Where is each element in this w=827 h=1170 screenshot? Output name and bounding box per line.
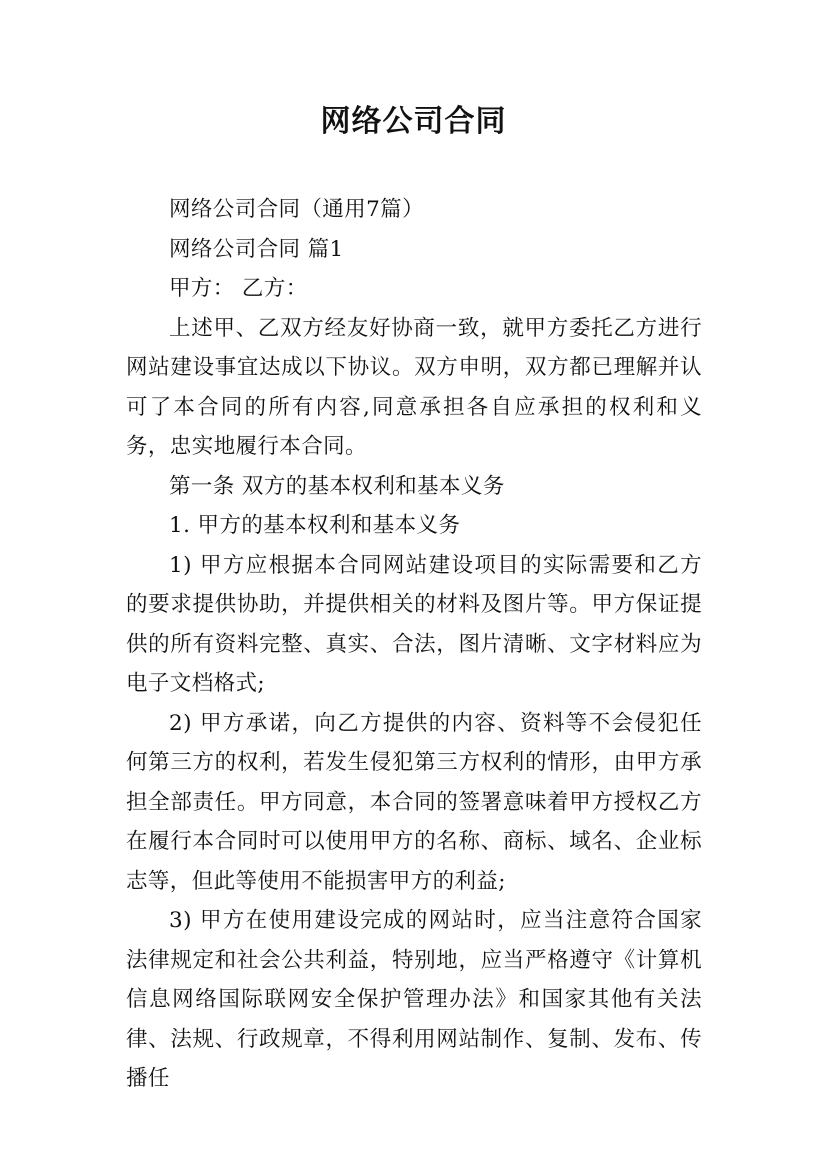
paragraph-party-a-heading: 1. 甲方的基本权利和基本义务 xyxy=(169,513,461,538)
paragraph-clause-2: 2) 甲方承诺，向乙方提供的内容、资料等不会侵犯任何第三方的权利，若发生侵犯第三方权利的情形，由甲方承担全部责任。甲方同意，本合同的签署意味着甲方授权乙方在履行本合同时可以使用甲方的名称、商标、域名、企业标志等，但此等使用不能损害甲方的利益; xyxy=(126,710,702,894)
paragraph-clause-3: 3) 甲方在使用建设完成的网站时，应当注意符合国家法律规定和社会公共利益，特别地，应当严格遵守《计算机信息网络国际联网安全保护管理办法》和国家其他有关法律、法规、行政规章，不得利用网站制作、复制、发布、传播任 xyxy=(126,908,702,1091)
paragraph-section-heading: 网络公司合同 篇1 xyxy=(169,236,344,262)
paragraph-parties: 甲方： 乙方： xyxy=(169,276,308,301)
paragraph-clause-1: 1) 甲方应根据本合同网站建设项目的实际需要和乙方的要求提供协助，并提供相关的材料及图片等。甲方保证提供的所有资料完整、真实、合法，图片清晰、文字材料应为电子文档格式; xyxy=(126,552,702,696)
document-body xyxy=(126,190,702,1099)
paragraph-preamble: 上述甲、乙双方经友好协商一致，就甲方委托乙方进行网站建设事宜达成以下协议。双方申明，双方都已理解并认可了本合同的所有内容,同意承担各自应承担的权利和义务，忠实地履行本合同。 xyxy=(126,315,702,459)
paragraph-article-one: 第一条 双方的基本权利和基本义务 xyxy=(169,473,505,499)
paragraph-collection-title: 网络公司合同（通用7篇） xyxy=(169,197,424,222)
document-title: 网络公司合同 xyxy=(320,104,507,139)
